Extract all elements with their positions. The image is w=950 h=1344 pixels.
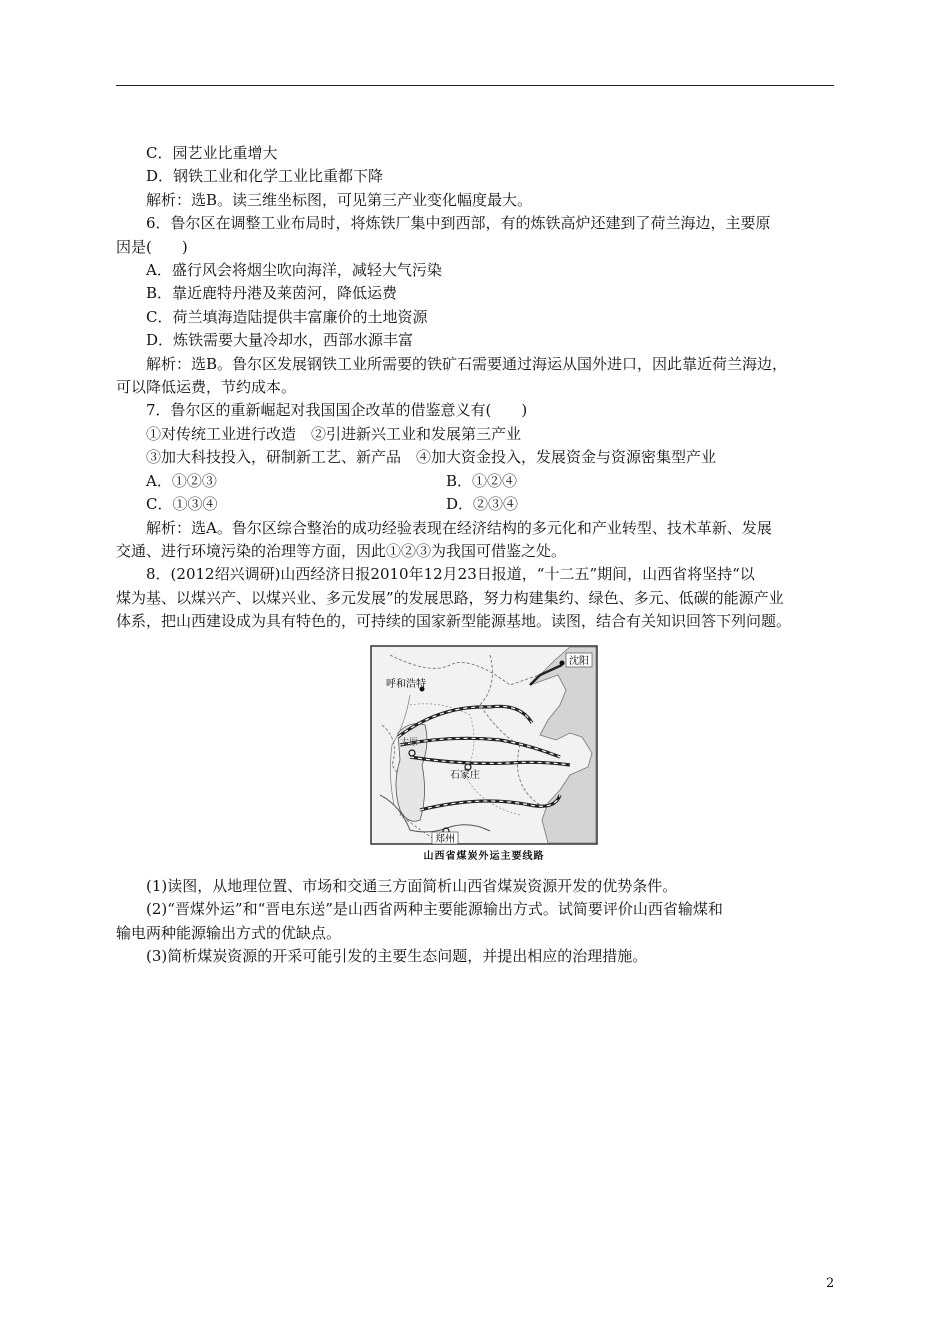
question-line: 7．鲁尔区的重新崛起对我国国企改革的借鉴意义有( ): [146, 401, 528, 420]
question-line: 体系，把山西建设成为具有特色的，可持续的国家新型能源基地。读图，结合有关知识回答下列问题。: [116, 612, 792, 631]
coal-transport-map: [370, 645, 598, 845]
option-line: D．炼铁需要大量冷却水，西部水源丰富: [146, 331, 414, 350]
header-rule: [116, 85, 834, 86]
option-line: B．靠近鹿特丹港及莱茵河，降低运费: [146, 284, 398, 303]
option-line: A．盛行风会将烟尘吹向海洋，减轻大气污染: [146, 261, 442, 280]
options-row: [116, 470, 844, 493]
sub-question: (2)“晋煤外运”和“晋电东送”是山西省两种主要能源输出方式。试简要评价山西省输煤和: [146, 900, 723, 919]
city-label-shijiazhuang: 石家庄: [450, 770, 480, 781]
city-marker-shenyang: [560, 661, 565, 666]
question-line: 8．(2012绍兴调研)山西经济日报2010年12月23日报道，“十二五”期间，山西省将坚持“以: [146, 565, 755, 584]
page-number: 2: [826, 1276, 835, 1291]
city-label-shenyang: 沈阳: [569, 656, 589, 667]
option-line: C．荷兰填海造陆提供丰富廉价的土地资源: [146, 307, 428, 326]
city-label-taiyuan: 太原: [400, 738, 419, 748]
option-a: A．①②③: [146, 471, 217, 490]
answer-line: 解析：选B。读三维坐标图，可见第三产业变化幅度最大。: [146, 190, 533, 209]
sub-question: (1)读图，从地理位置、市场和交通三方面简析山西省煤炭资源开发的优势条件。: [146, 877, 678, 895]
map-figure: [370, 645, 598, 865]
question-line: 6．鲁尔区在调整工业布局时，将炼铁厂集中到西部，有的炼铁高炉还建到了荷兰海边，主要原: [146, 214, 771, 233]
option-b: B．①②④: [446, 471, 518, 490]
statement-line: ①对传统工业进行改造 ②引进新兴工业和发展第三产业: [146, 424, 522, 443]
map-caption: 山西省煤炭外运主要线路: [423, 851, 545, 862]
body-text-top: [116, 142, 844, 634]
option-line: D．钢铁工业和化学工业比重都下降: [146, 167, 384, 186]
answer-line: 交通、进行环境污染的治理等方面，因此①②③为我国可借鉴之处。: [116, 541, 567, 560]
answer-line: 解析：选B。鲁尔区发展钢铁工业所需要的铁矿石需要通过海运从国外进口，因此靠近荷兰海边，: [146, 354, 788, 373]
options-row: [116, 493, 844, 516]
city-label-zhengzhou: 郑州: [435, 834, 455, 845]
answer-line: 解析：选A。鲁尔区综合整治的成功经验表现在经济结构的多元化和产业转型、技术革新、发展: [146, 518, 772, 537]
sub-question: (3)简析煤炭资源的开采可能引发的主要生态问题，并提出相应的治理措施。: [146, 947, 648, 966]
option-line: C．园艺业比重增大: [146, 144, 278, 162]
option-d: D．②③④: [446, 495, 519, 514]
statement-line: ③加大科技投入，研制新工艺、新产品 ④加大资金投入，发展资金与资源密集型产业: [146, 448, 717, 467]
sub-question: 输电两种能源输出方式的优缺点。: [116, 923, 342, 942]
option-c: C．①③④: [146, 495, 218, 514]
question-line: 煤为基、以煤兴产、以煤兴业、多元发展”的发展思路，努力构建集约、绿色、多元、低碳的能源产业: [116, 588, 784, 607]
answer-line: 可以降低运费，节约成本。: [116, 378, 297, 397]
city-label-huhehaote: 呼和浩特: [386, 679, 426, 690]
sub-questions: [116, 875, 844, 969]
question-line: 因是( ): [116, 237, 188, 256]
